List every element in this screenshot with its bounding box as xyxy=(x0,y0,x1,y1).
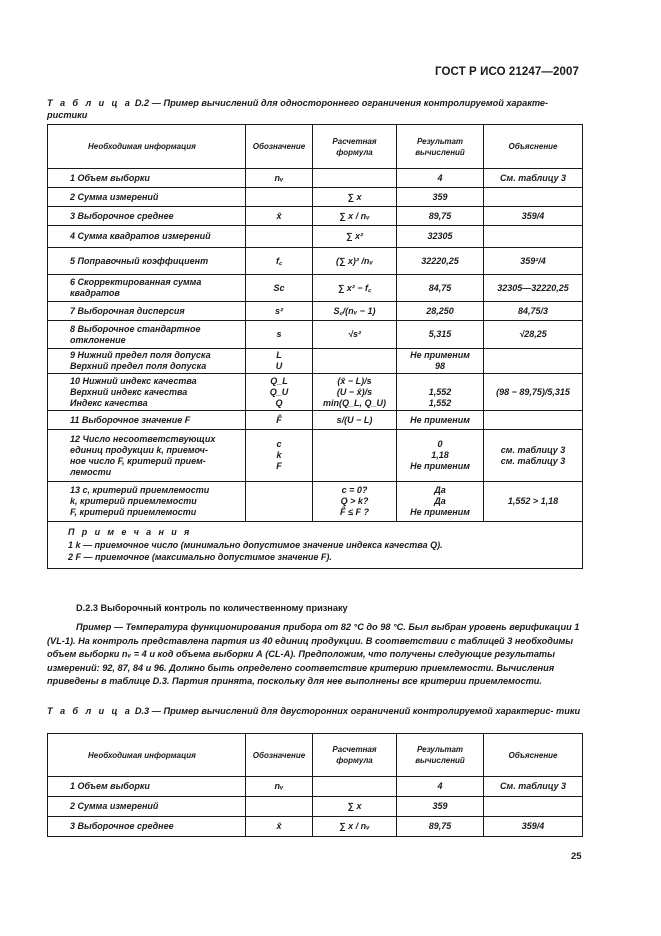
cell-info: 3 Выборочное среднее xyxy=(48,817,246,837)
cell-result: 84,75 xyxy=(397,275,484,302)
cell-explanation: см. таблицу 3 см. таблицу 3 xyxy=(484,430,583,482)
cell-result: 32305 xyxy=(397,226,484,248)
cell-info: 12 Число несоответствующих единиц продукции k, приемоч- ное число F, критерий прием- лемости xyxy=(48,430,246,482)
column-header: Объяснение xyxy=(484,125,583,169)
cell-result: 1,552 1,552 xyxy=(397,374,484,411)
cell-explanation: См. таблицу 3 xyxy=(484,169,583,188)
table-row xyxy=(48,797,583,817)
cell-symbol xyxy=(246,226,313,248)
table-row xyxy=(48,226,583,248)
table-header-row xyxy=(48,734,583,777)
column-header: Результат вычислений xyxy=(397,125,484,169)
page-number: 25 xyxy=(571,851,582,862)
table-row xyxy=(48,777,583,797)
cell-formula xyxy=(313,430,397,482)
table-row xyxy=(48,275,583,302)
cell-formula: ∑ x xyxy=(313,797,397,817)
cell-formula: ∑ x / nᵥ xyxy=(313,817,397,837)
cell-symbol: x̄ xyxy=(246,817,313,837)
cell-info: 2 Сумма измерений xyxy=(48,797,246,817)
notes-row xyxy=(48,522,583,569)
section-heading: D.2.3 Выборочный контроль по количественному признаку xyxy=(76,603,348,613)
column-header: Результат вычислений xyxy=(397,734,484,777)
column-header: Расчетная формула xyxy=(313,125,397,169)
cell-result: 4 xyxy=(397,777,484,797)
cell-result: 0 1,18 Не применим xyxy=(397,430,484,482)
cell-result: 32220,25 xyxy=(397,248,484,275)
cell-formula: ∑ x² xyxy=(313,226,397,248)
example-paragraph: Пример — Температура функционирования прибора от 82 °C до 98 °C. Был выбран уровень верификации 1 (VL-1). На контроль представлена партия из 40 единиц продукции. В соответствии с таблицей 3 необходимы объем выборки nᵥ = 4 и код объема выборки А (CL-A). Предположим, что получены следующие результаты измерений: 92, 87, 84 и 96. Должно быть определено соответствие критерию приемлемости. Вычисления приведены в таблице D.3. Партия принята, поскольку для нее выполнены все критерии приемлемости. xyxy=(47,622,580,686)
table-row xyxy=(48,321,583,349)
cell-explanation: (98 − 89,75)/5,315 xyxy=(484,374,583,411)
table-d2-caption: Т а б л и ц а D.2 — Пример вычислений для одностороннего ограничения контролируемой характе- ристики xyxy=(47,98,549,120)
cell-symbol: s² xyxy=(246,302,313,321)
cell-info: 3 Выборочное среднее xyxy=(48,207,246,226)
cell-symbol xyxy=(246,482,313,522)
table-d3 xyxy=(47,733,583,837)
cell-formula: √s² xyxy=(313,321,397,349)
cell-result: Да Да Не применим xyxy=(397,482,484,522)
column-header: Обозначение xyxy=(246,125,313,169)
table-row xyxy=(48,302,583,321)
table-header-row xyxy=(48,125,583,169)
cell-result: 5,315 xyxy=(397,321,484,349)
cell-explanation: 359/4 xyxy=(484,817,583,837)
cell-symbol: Q_L Q_U Q xyxy=(246,374,313,411)
cell-formula: ∑ x² − f꜀ xyxy=(313,275,397,302)
cell-formula: ∑ x xyxy=(313,188,397,207)
cell-symbol: Sc xyxy=(246,275,313,302)
cell-explanation xyxy=(484,349,583,374)
table-row xyxy=(48,349,583,374)
note-item: 2 F — приемочное (максимально допустимое значение F). xyxy=(68,552,332,562)
cell-info: 6 Скорректированная сумма квадратов xyxy=(48,275,246,302)
column-header: Расчетная формула xyxy=(313,734,397,777)
cell-explanation xyxy=(484,411,583,430)
cell-info: 5 Поправочный коэффициент xyxy=(48,248,246,275)
table-row xyxy=(48,374,583,411)
table-row xyxy=(48,188,583,207)
cell-formula: S꜀/(nᵥ − 1) xyxy=(313,302,397,321)
cell-explanation: √28,25 xyxy=(484,321,583,349)
cell-result: 28,250 xyxy=(397,302,484,321)
cell-info: 4 Сумма квадратов измерений xyxy=(48,226,246,248)
cell-formula xyxy=(313,777,397,797)
cell-info: 8 Выборочное стандартное отклонение xyxy=(48,321,246,349)
column-header: Необходимая информация xyxy=(48,125,246,169)
table-row xyxy=(48,411,583,430)
cell-formula: s/(U − L) xyxy=(313,411,397,430)
cell-symbol: nᵥ xyxy=(246,169,313,188)
column-header: Объяснение xyxy=(484,734,583,777)
cell-info: 2 Сумма измерений xyxy=(48,188,246,207)
cell-explanation xyxy=(484,226,583,248)
cell-symbol xyxy=(246,188,313,207)
cell-result: 89,75 xyxy=(397,817,484,837)
table-d2 xyxy=(47,124,583,569)
cell-symbol: F̂ xyxy=(246,411,313,430)
notes-title: П р и м е ч а н и я xyxy=(68,527,192,537)
table-row xyxy=(48,482,583,522)
cell-result: 4 xyxy=(397,169,484,188)
document-header: ГОСТ Р ИСО 21247—2007 xyxy=(434,66,579,78)
cell-symbol: L U xyxy=(246,349,313,374)
table-row xyxy=(48,248,583,275)
cell-formula: (x̄ − L)/s (U − x̄)/s min(Q_L, Q_U) xyxy=(313,374,397,411)
cell-explanation: 359/4 xyxy=(484,207,583,226)
table-row xyxy=(48,430,583,482)
cell-explanation: См. таблицу 3 xyxy=(484,777,583,797)
cell-info: 10 Нижний индекс качества Верхний индекс качества Индекс качества xyxy=(48,374,246,411)
cell-symbol: f꜀ xyxy=(246,248,313,275)
cell-formula: c = 0? Q > k? F̂ ≤ F ? xyxy=(313,482,397,522)
cell-explanation: 84,75/3 xyxy=(484,302,583,321)
cell-info: 1 Объем выборки xyxy=(48,777,246,797)
cell-explanation: 359²/4 xyxy=(484,248,583,275)
note-item: 1 k — приемочное число (минимально допустимое значение индекса качества Q). xyxy=(68,539,443,550)
table-row xyxy=(48,169,583,188)
cell-formula: ∑ x / nᵥ xyxy=(313,207,397,226)
cell-info: 7 Выборочная дисперсия xyxy=(48,302,246,321)
cell-result: Не применим xyxy=(397,411,484,430)
cell-symbol: c k F xyxy=(246,430,313,482)
cell-symbol: nᵥ xyxy=(246,777,313,797)
table-row xyxy=(48,207,583,226)
table-row xyxy=(48,817,583,837)
cell-explanation xyxy=(484,797,583,817)
cell-result: Не применим 98 xyxy=(397,349,484,374)
cell-result: 359 xyxy=(397,188,484,207)
cell-formula: (∑ x)² /nᵥ xyxy=(313,248,397,275)
column-header: Необходимая информация xyxy=(48,734,246,777)
cell-explanation: 1,552 > 1,18 xyxy=(484,482,583,522)
cell-info: 11 Выборочное значение F xyxy=(48,411,246,430)
cell-info: 1 Объем выборки xyxy=(48,169,246,188)
column-header: Обозначение xyxy=(246,734,313,777)
cell-result: 359 xyxy=(397,797,484,817)
cell-info: 9 Нижний предел поля допуска Верхний предел поля допуска xyxy=(48,349,246,374)
table-d3-caption: Т а б л и ц а D.3 — Пример вычислений для двусторонних ограничений контролируемой характерис- тики xyxy=(47,706,581,716)
cell-symbol: x̄ xyxy=(246,207,313,226)
table-notes xyxy=(48,522,583,569)
cell-formula xyxy=(313,169,397,188)
cell-formula xyxy=(313,349,397,374)
cell-info: 13 c, критерий приемлемости k, критерий приемлемости F, критерий приемлемости xyxy=(48,482,246,522)
cell-result: 89,75 xyxy=(397,207,484,226)
cell-explanation: 32305—32220,25 xyxy=(484,275,583,302)
cell-explanation xyxy=(484,188,583,207)
cell-symbol xyxy=(246,797,313,817)
cell-symbol: s xyxy=(246,321,313,349)
